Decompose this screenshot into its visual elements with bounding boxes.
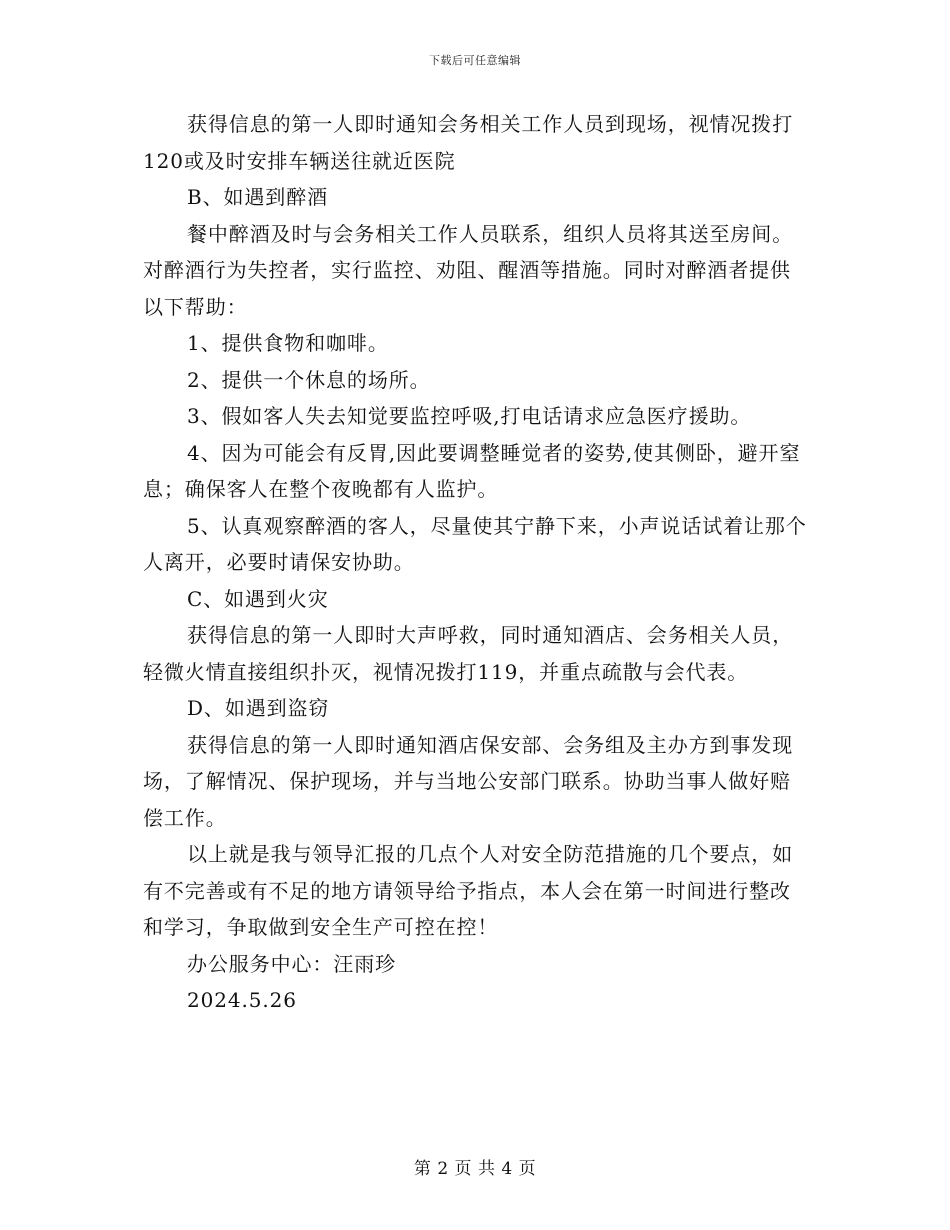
signature-date: 2024.5.26 xyxy=(187,988,297,1012)
heading-drunk: B、如遇到醉酒 xyxy=(187,185,328,209)
paragraph-drunk-handling: 餐中醉酒及时与会务相关工作人员联系，组织人员将其送至房间。对醉酒行为失控者，实行监控、劝阻、醒酒等措施。同时对醉酒者提供以下帮助： xyxy=(143,221,794,319)
paragraph-conclusion: 以上就是我与领导汇报的几点个人对安全防范措施的几个要点，如有不完善或有不足的地方请领导给予指点，本人会在第一时间进行整改和学习，争取做到安全生产可控在控！ xyxy=(143,842,794,939)
list-item-5: 5、认真观察醉酒的客人，尽量使其宁静下来，小声说话试着让那个人离开，必要时请保安协助。 xyxy=(143,513,807,574)
page-header: 下载后可任意编辑 xyxy=(429,54,521,67)
list-item-4: 4、因为可能会有反胃,因此要调整睡觉者的姿势,使其侧卧，避开窒息；确保客人在整个夜晚都有人监护。 xyxy=(143,440,801,501)
paragraph-theft-handling: 获得信息的第一人即时通知酒店保安部、会务组及主办方到事发现场，了解情况、保护现场，并与当地公安部门联系。协助当事人做好赔偿工作。 xyxy=(143,732,794,830)
page-number: 第 2 页 共 4 页 xyxy=(413,1159,537,1179)
list-item-1: 1、提供食物和咖啡。 xyxy=(187,331,389,355)
signature-department: 办公服务中心：汪雨珍 xyxy=(187,951,396,976)
document-body xyxy=(143,106,808,1019)
page-footer xyxy=(0,1154,950,1179)
list-item-3: 3、假如客人失去知觉要监控呼吸,打电话请求应急医疗援助。 xyxy=(187,404,752,428)
heading-theft: D、如遇到盗窃 xyxy=(187,696,330,720)
list-item-2: 2、提供一个休息的场所。 xyxy=(187,367,431,392)
paragraph-fire-handling: 获得信息的第一人即时大声呼救，同时通知酒店、会务相关人员，轻微火情直接组织扑灭，视情况拨打119，并重点疏散与会代表。 xyxy=(143,623,794,684)
heading-fire: C、如遇到火灾 xyxy=(187,586,329,611)
paragraph-medical-notice: 获得信息的第一人即时通知会务相关工作人员到现场，视情况拨打120或及时安排车辆送往就近医院 xyxy=(143,112,794,173)
